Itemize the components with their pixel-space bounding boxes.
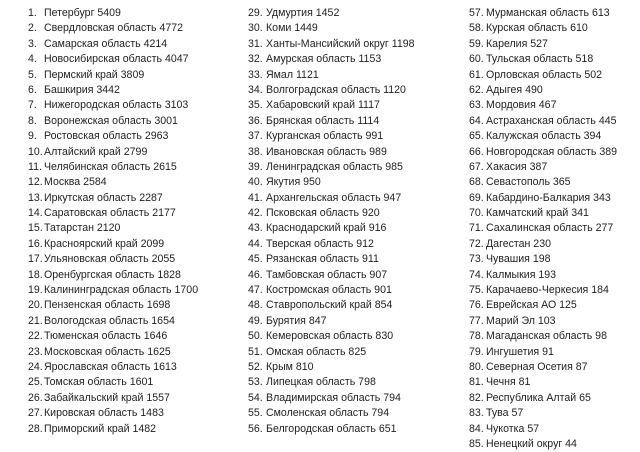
- region-rank: 48.: [248, 299, 263, 312]
- region-list-item: [28, 345, 233, 360]
- region-rank: 67.: [469, 160, 484, 173]
- region-name-count: Ханты-Мансийский округ 1198: [266, 37, 415, 50]
- region-list-item: [469, 237, 640, 252]
- region-list-item: [248, 160, 470, 175]
- region-name-count: Камчатский край 341: [486, 207, 589, 220]
- region-name-count: Карачаево-Черкесия 184: [486, 284, 609, 297]
- region-name-count: Саратовская область 2177: [44, 207, 176, 220]
- region-rank: 16.: [28, 237, 43, 250]
- region-rank: 51.: [248, 345, 263, 358]
- region-name-count: Брянская область 1114: [266, 114, 380, 127]
- region-rank: 42.: [248, 207, 263, 220]
- region-list-item: [248, 114, 470, 129]
- region-list-item: [28, 37, 233, 52]
- region-name-count: Владимирская область 794: [266, 391, 401, 404]
- region-rank: 10.: [28, 145, 43, 158]
- region-list-item: [28, 252, 233, 267]
- region-name-count: Иркутская область 2287: [44, 191, 163, 204]
- region-list-item: [28, 221, 233, 236]
- region-name-count: Курская область 610: [486, 22, 588, 35]
- region-list-item: [28, 145, 233, 160]
- region-list-item: [248, 221, 470, 236]
- region-name-count: Калмыкия 193: [486, 268, 557, 281]
- region-rank: 47.: [248, 284, 263, 297]
- region-rank: 60.: [469, 53, 484, 66]
- region-list-item: [248, 6, 470, 21]
- region-name-count: Ямал 1121: [266, 68, 319, 81]
- region-list-item: [469, 406, 640, 421]
- region-name-count: Ингушетия 91: [486, 345, 554, 358]
- region-name-count: Адыгея 490: [486, 83, 543, 96]
- region-name-count: Мурманская область 613: [486, 7, 610, 19]
- region-name-count: Кабардино-Балкария 343: [486, 191, 611, 204]
- region-rank: 79.: [469, 345, 484, 358]
- region-name-count: Петербург 5409: [44, 7, 121, 19]
- region-rank: 21.: [28, 314, 43, 327]
- region-list-item: [248, 145, 470, 160]
- region-list-item: [248, 360, 470, 375]
- region-list-item: [248, 298, 470, 313]
- region-rank: 37.: [248, 130, 263, 143]
- region-list-item: [469, 68, 640, 83]
- region-rank: 1.: [28, 7, 37, 19]
- region-list-item: [469, 298, 640, 313]
- region-list-item: [469, 52, 640, 67]
- region-name-count: Московская область 1625: [44, 345, 171, 358]
- region-list-item: [28, 114, 233, 129]
- region-rank: 25.: [28, 376, 43, 389]
- region-name-count: Марий Эл 103: [486, 314, 556, 327]
- region-rank: 50.: [248, 330, 263, 343]
- region-rank: 3.: [28, 37, 37, 50]
- region-list-item: [248, 206, 470, 221]
- region-rank: 30.: [248, 22, 263, 35]
- region-name-count: Дагестан 230: [486, 237, 551, 250]
- region-list-item: [28, 375, 233, 390]
- region-rank: 57.: [469, 7, 484, 19]
- region-rank: 53.: [248, 376, 263, 389]
- region-list-item: [469, 329, 640, 344]
- region-name-count: Магаданская область 98: [486, 330, 607, 343]
- region-list-item: [28, 206, 233, 221]
- region-name-count: Севастополь 365: [486, 176, 571, 189]
- region-rank: 65.: [469, 130, 484, 143]
- region-name-count: Алтайский край 2799: [44, 145, 148, 158]
- region-list-item: [28, 329, 233, 344]
- region-rank: 80.: [469, 360, 484, 373]
- region-list-item: [248, 422, 470, 437]
- region-rank: 23.: [28, 345, 43, 358]
- region-rank: 61.: [469, 68, 484, 81]
- region-list-item: [248, 314, 470, 329]
- region-name-count: Чукотка 57: [486, 422, 540, 435]
- region-rank: 8.: [28, 114, 37, 127]
- region-list-item: [469, 175, 640, 190]
- region-list-item: [469, 375, 640, 390]
- region-list-item: [469, 37, 640, 52]
- region-rank: 64.: [469, 114, 484, 127]
- region-list-item: [469, 6, 640, 21]
- region-name-count: Крым 810: [266, 360, 314, 373]
- region-list-item: [469, 191, 640, 206]
- region-list-item: [28, 298, 233, 313]
- region-list-item: [469, 268, 640, 283]
- region-rank: 72.: [469, 237, 484, 250]
- region-list-item: [469, 206, 640, 221]
- region-rank: 41.: [248, 191, 263, 204]
- region-name-count: Тюменская область 1646: [44, 330, 168, 343]
- region-list-item: [469, 437, 640, 452]
- region-list-item: [469, 129, 640, 144]
- region-rank: 76.: [469, 299, 484, 312]
- region-list-item: [28, 21, 233, 36]
- region-rank: 38.: [248, 145, 263, 158]
- region-rank: 84.: [469, 422, 484, 435]
- region-name-count: Красноярский край 2099: [44, 237, 165, 250]
- region-rank: 49.: [248, 314, 263, 327]
- region-rank: 13.: [28, 191, 43, 204]
- region-name-count: Москва 2584: [44, 176, 107, 189]
- region-list-item: [469, 145, 640, 160]
- region-name-count: Новгородская область 389: [486, 145, 618, 158]
- region-name-count: Ставропольский край 854: [266, 299, 393, 312]
- region-name-count: Карелия 527: [486, 37, 548, 50]
- region-name-count: Ненецкий округ 44: [486, 437, 577, 450]
- region-list-item: [469, 391, 640, 406]
- region-list-item: [469, 345, 640, 360]
- region-rank: 45.: [248, 253, 263, 266]
- region-rank: 46.: [248, 268, 263, 281]
- region-name-count: Орловская область 502: [486, 68, 603, 81]
- region-list-item: [28, 129, 233, 144]
- region-name-count: Смоленская область 794: [266, 407, 390, 420]
- region-name-count: Свердловская область 4772: [44, 22, 184, 35]
- region-rank: 59.: [469, 37, 484, 50]
- region-list-item: [248, 37, 470, 52]
- region-rank: 43.: [248, 222, 263, 235]
- region-name-count: Краснодарский край 916: [266, 222, 387, 235]
- region-name-count: Хакасия 387: [486, 160, 548, 173]
- region-rank: 27.: [28, 407, 43, 420]
- region-list-item: [28, 191, 233, 206]
- region-rank: 69.: [469, 191, 484, 204]
- region-name-count: Костромская область 901: [266, 284, 392, 297]
- region-name-count: Тува 57: [486, 407, 524, 420]
- region-rank: 5.: [28, 68, 37, 81]
- region-rank: 55.: [248, 407, 263, 420]
- region-name-count: Астраханская область 445: [486, 114, 617, 127]
- region-list-item: [248, 98, 470, 113]
- region-list-item: [28, 52, 233, 67]
- region-name-count: Пермский край 3809: [44, 68, 145, 81]
- region-rank: 6.: [28, 83, 37, 96]
- region-list-item: [248, 83, 470, 98]
- region-rank: 11.: [28, 160, 42, 173]
- region-rank: 78.: [469, 330, 484, 343]
- region-rank: 26.: [28, 391, 43, 404]
- region-rank: 29.: [248, 7, 263, 19]
- region-rank: 17.: [28, 253, 43, 266]
- region-name-count: Липецкая область 798: [266, 376, 376, 389]
- region-name-count: Сахалинская область 277: [486, 222, 614, 235]
- region-name-count: Ростовская область 2963: [44, 130, 169, 143]
- region-rank: 58.: [469, 22, 484, 35]
- region-name-count: Воронежская область 3001: [44, 114, 178, 127]
- region-list-item: [28, 83, 233, 98]
- region-list-item: [28, 391, 233, 406]
- region-name-count: Ленинградская область 985: [266, 160, 403, 173]
- region-name-count: Калужская область 394: [486, 130, 602, 143]
- region-name-count: Еврейская АО 125: [486, 299, 577, 312]
- region-rank: 15.: [28, 222, 43, 235]
- region-rank: 68.: [469, 176, 484, 189]
- region-rank: 20.: [28, 299, 43, 312]
- region-name-count: Кемеровская область 830: [266, 330, 394, 343]
- region-list-item: [469, 114, 640, 129]
- region-list-item: [28, 314, 233, 329]
- region-name-count: Хабаровский край 1117: [266, 99, 380, 112]
- region-list-item: [28, 237, 233, 252]
- region-rank: 62.: [469, 83, 484, 96]
- region-rank: 70.: [469, 207, 484, 220]
- region-rank: 28.: [28, 422, 43, 435]
- region-list-item: [248, 52, 470, 67]
- region-name-count: Приморский край 1482: [44, 422, 157, 435]
- region-rank: 33.: [248, 68, 263, 81]
- region-rank: 63.: [469, 99, 484, 112]
- region-name-count: Псковская область 920: [266, 207, 380, 220]
- region-list-item: [28, 268, 233, 283]
- region-list-item: [28, 406, 233, 421]
- region-name-count: Башкирия 3442: [44, 83, 120, 96]
- ranking-column-3: [469, 6, 640, 452]
- region-name-count: Тульская область 518: [486, 53, 594, 66]
- region-name-count: Новосибирская область 4047: [44, 53, 189, 66]
- region-name-count: Рязанская область 911: [266, 253, 379, 266]
- region-list-item: [248, 268, 470, 283]
- region-rank: 83.: [469, 407, 484, 420]
- region-list-item: [469, 360, 640, 375]
- ranking-column-2: [248, 6, 470, 437]
- region-rank: 2.: [28, 22, 37, 35]
- region-list-item: [248, 237, 470, 252]
- region-rank: 19.: [28, 284, 43, 297]
- region-rank: 36.: [248, 114, 263, 127]
- region-name-count: Чечня 81: [486, 376, 531, 389]
- region-name-count: Челябинская область 2615: [44, 160, 177, 173]
- region-list-item: [248, 329, 470, 344]
- region-name-count: Тверская область 912: [266, 237, 374, 250]
- region-rank: 22.: [28, 330, 43, 343]
- region-rank: 4.: [28, 53, 37, 66]
- region-rank: 81.: [469, 376, 484, 389]
- region-rank: 56.: [248, 422, 263, 435]
- region-rank: 82.: [469, 391, 484, 404]
- region-name-count: Курганская область 991: [266, 130, 384, 143]
- region-list-item: [28, 160, 233, 175]
- region-list-item: [248, 406, 470, 421]
- region-name-count: Мордовия 467: [486, 99, 557, 112]
- region-name-count: Ярославская область 1613: [44, 360, 177, 373]
- region-list-item: [248, 252, 470, 267]
- region-list-item: [469, 83, 640, 98]
- region-name-count: Ульяновская область 2055: [44, 253, 176, 266]
- region-rank: 77.: [469, 314, 484, 327]
- region-rank: 32.: [248, 53, 263, 66]
- region-list-item: [28, 283, 233, 298]
- region-name-count: Республика Алтай 65: [486, 391, 591, 404]
- region-name-count: Кировская область 1483: [44, 407, 164, 420]
- region-list-item: [28, 68, 233, 83]
- region-list-item: [248, 283, 470, 298]
- region-list-item: [469, 21, 640, 36]
- region-list-item: [469, 283, 640, 298]
- region-name-count: Калининградская область 1700: [44, 284, 199, 297]
- region-name-count: Нижегородская область 3103: [44, 99, 189, 112]
- region-rank: 66.: [469, 145, 484, 158]
- region-name-count: Томская область 1601: [44, 376, 154, 389]
- region-name-count: Якутия 950: [266, 176, 321, 189]
- region-name-count: Волгоградская область 1120: [266, 83, 406, 96]
- region-list-item: [28, 360, 233, 375]
- region-rank: 71.: [469, 222, 484, 235]
- region-list-item: [469, 422, 640, 437]
- region-list-item: [469, 98, 640, 113]
- region-name-count: Самарская область 4214: [44, 37, 168, 50]
- region-name-count: Оренбургская область 1828: [44, 268, 181, 281]
- region-list-item: [28, 6, 233, 21]
- region-list-item: [469, 252, 640, 267]
- region-name-count: Тамбовская область 907: [266, 268, 388, 281]
- region-rank: 73.: [469, 253, 484, 266]
- region-rank: 44.: [248, 237, 263, 250]
- region-list-item: [248, 68, 470, 83]
- region-list-item: [469, 160, 640, 175]
- region-rank: 74.: [469, 268, 484, 281]
- region-rank: 7.: [28, 99, 37, 112]
- region-rank: 24.: [28, 360, 43, 373]
- region-rank: 18.: [28, 268, 43, 281]
- region-list-item: [248, 375, 470, 390]
- ranking-column-1: [28, 6, 233, 437]
- region-rank: 12.: [28, 176, 43, 189]
- region-name-count: Амурская область 1153: [266, 53, 382, 66]
- region-list-item: [248, 175, 470, 190]
- region-name-count: Забайкальский край 1557: [44, 391, 170, 404]
- region-list-item: [248, 191, 470, 206]
- region-list-item: [28, 175, 233, 190]
- region-rank: 52.: [248, 360, 263, 373]
- region-list-item: [469, 221, 640, 236]
- region-name-count: Татарстан 2120: [44, 222, 121, 235]
- region-name-count: Удмуртия 1452: [266, 7, 340, 19]
- region-list-item: [248, 129, 470, 144]
- region-name-count: Коми 1449: [266, 22, 318, 35]
- region-rank: 39.: [248, 160, 263, 173]
- region-list-item: [248, 345, 470, 360]
- region-name-count: Пензенская область 1698: [44, 299, 171, 312]
- region-rank: 9.: [28, 130, 37, 143]
- region-rank: 14.: [28, 207, 43, 220]
- region-rank: 54.: [248, 391, 263, 404]
- region-list-item: [28, 422, 233, 437]
- region-list-item: [248, 21, 470, 36]
- region-list-item: [28, 98, 233, 113]
- region-name-count: Бурятия 847: [266, 314, 327, 327]
- region-rank: 75.: [469, 284, 484, 297]
- region-name-count: Ивановская область 989: [266, 145, 387, 158]
- region-list-item: [469, 314, 640, 329]
- region-rank: 35.: [248, 99, 263, 112]
- region-rank: 34.: [248, 83, 263, 96]
- region-name-count: Чувашия 198: [486, 253, 551, 266]
- region-name-count: Архангельская область 947: [266, 191, 402, 204]
- region-rank: 85.: [469, 437, 484, 450]
- region-list-item: [248, 391, 470, 406]
- region-name-count: Северная Осетия 87: [486, 360, 588, 373]
- region-rank: 40.: [248, 176, 263, 189]
- region-name-count: Белгородская область 651: [266, 422, 397, 435]
- region-name-count: Омская область 825: [266, 345, 367, 358]
- region-rank: 31.: [248, 37, 263, 50]
- region-name-count: Вологодская область 1654: [44, 314, 175, 327]
